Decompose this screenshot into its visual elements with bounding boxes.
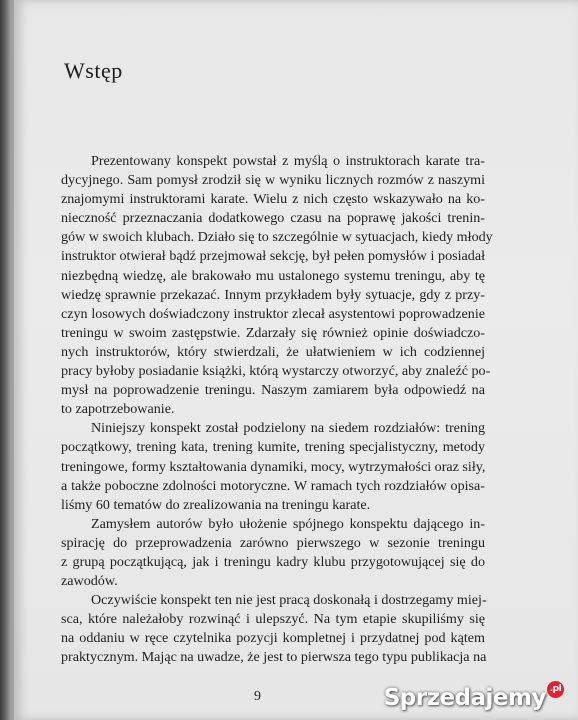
watermark-text: Sprzedajemy <box>383 685 546 711</box>
watermark-logo <box>384 685 564 711</box>
text-line: spirację do przeprowadzenia zarówno pierwszego w sezonie treningu <box>61 534 485 551</box>
text-line: początkowy, trening kata, trening kumite, trening specjalistyczny, metody <box>61 439 485 456</box>
text-line: wiedzę sprawnie przekazać. Innym przykładem były sytuacje, gdy z przy- <box>61 286 485 303</box>
text-line: Prezentowany konspekt powstał z myślą o instruktorach karate tra- <box>91 153 485 169</box>
text-line: na oddaniu w ręce czytelnika pozycji kompletnej i przydatnej pod kątem <box>61 630 485 647</box>
text-line: praktycznym. Mając na uwadze, że jest to pierwsza tego typu publikacja na <box>61 649 487 666</box>
paragraph <box>61 419 485 514</box>
text-line: mysł na poprowadzenie treningu. Naszym zamiarem była odpowiedź na <box>61 382 485 399</box>
paragraph <box>61 591 485 667</box>
text-line: Zamysłem autorów było ułożenie spójnego konspektu dającego in- <box>91 515 485 532</box>
text-line: nych instruktorów, który stwierdzali, że ułatwieniem w ich codziennej <box>61 343 485 360</box>
text-line: Oczywiście konspekt ten nie jest pracą doskonałą i dostrzegamy miej- <box>91 592 487 609</box>
paragraph <box>61 152 493 419</box>
text-line: instruktor otwierał bądź przejmował sekcję, był pełen pomysłów i posiadał <box>61 248 485 265</box>
watermark-tld-badge: .pl <box>547 681 564 698</box>
text-line: a także poboczne zdolności motoryczne. W ramach tych rozdziałów opisa- <box>61 477 485 494</box>
book-page <box>14 0 578 720</box>
text-line: liśmy 60 tematów do zrealizowania na treningu karate. <box>61 496 371 513</box>
paragraph <box>61 515 485 591</box>
text-line: Niniejszy konspekt został podzielony na siedem rozdziałów: trening <box>91 420 485 437</box>
text-line: zawodów. <box>61 573 118 590</box>
text-line: znajomymi instruktorami karate. Wielu z nich często wskazywało na ko- <box>61 191 485 208</box>
text-line: pracy byłoby posiadanie książki, którą wystarczy otworzyć, aby znaleźć po- <box>61 363 491 380</box>
text-line: nieczność przeznaczania dodatkowego czasu na poprawę jakości trenin- <box>61 210 485 227</box>
text-line: treningowe, formy kształtowania dynamiki, mocy, wytrzymałości oraz siły, <box>61 458 486 475</box>
text-line: z grupą początkującą, jak i treningu kadry klubu przygotowującej się do <box>61 553 485 570</box>
text-line: niezbędną wiedzę, ale brakowało mu ustalonego systemu treningu, aby tę <box>61 267 485 284</box>
text-line: gów w swoich klubach. Działo się to szczególnie w sytuacjach, kiedy młody <box>61 229 493 246</box>
chapter-heading: Wstęp <box>64 58 123 83</box>
text-line: to zapotrzebowanie. <box>61 401 175 418</box>
text-line: dycyjnego. Sam pomysł zrodził się w wyniku licznych rozmów z naszymi <box>61 172 485 189</box>
text-line: sca, które należałoby rozwinąć i ulepszyć. Na tym etapie skupiliśmy się <box>61 611 485 628</box>
text-line: czyn losowych doświadczony instruktor zlecał asystentowi poprowadzenie <box>61 305 485 322</box>
text-line: treningu w swoim zastępstwie. Zdarzały się również opinie doświadczo- <box>61 324 485 341</box>
page-number: 9 <box>254 689 261 704</box>
body-text <box>61 152 493 668</box>
